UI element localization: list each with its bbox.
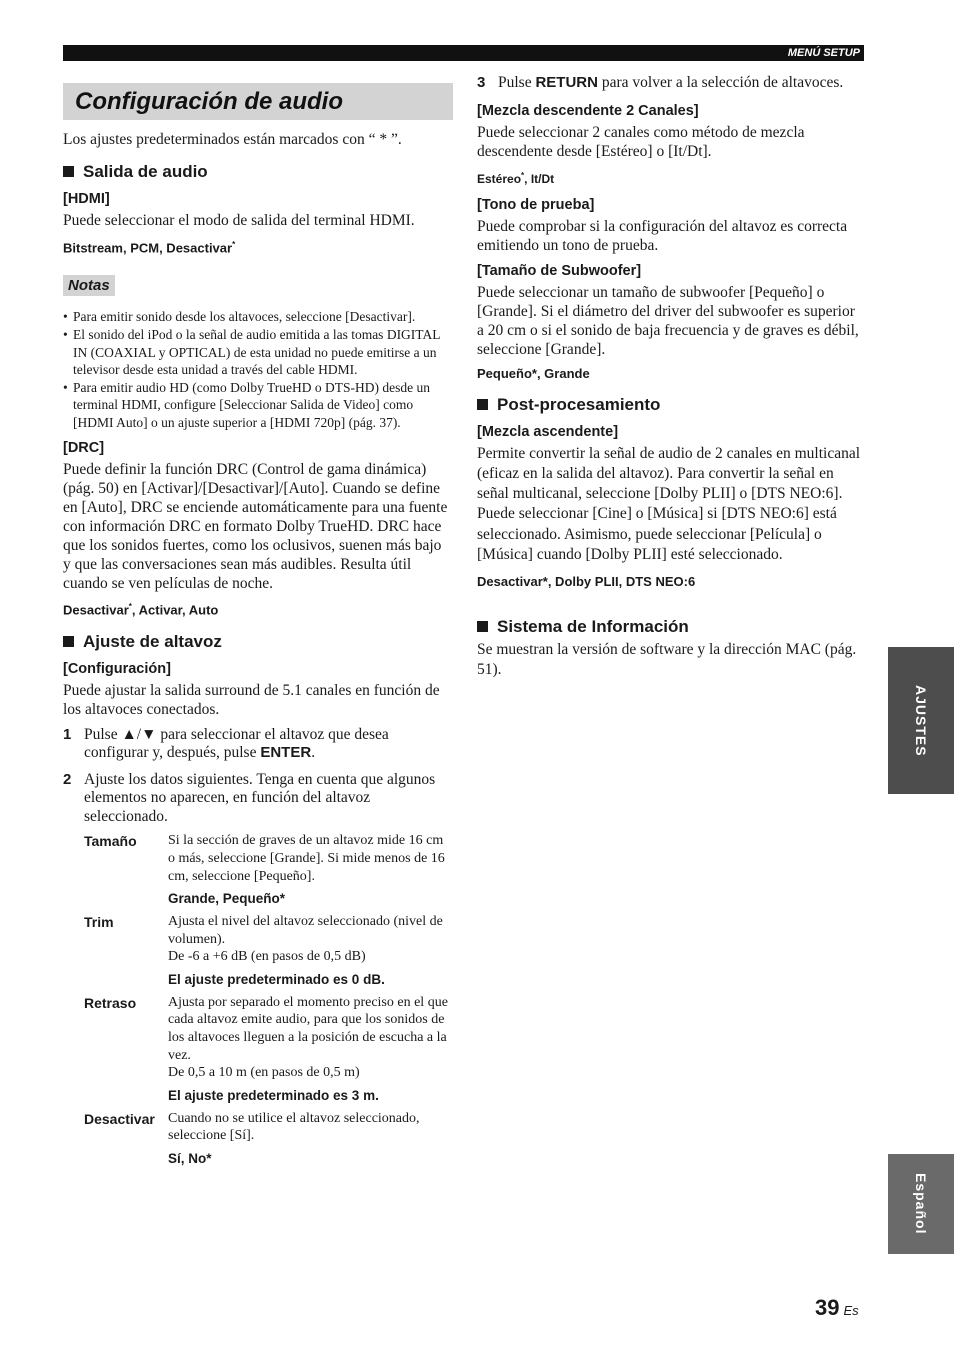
subwoofer-options: Pequeño*, Grande [477,365,590,381]
heading-post-procesamiento: Post-procesamiento [477,395,865,415]
mezcla-label: [Mezcla descendente 2 Canales] [477,102,699,119]
notes-heading: Notas [63,275,115,296]
param-desactivar: Desactivar Cuando no se utilice el altavoz seleccionado, seleccione [Sí]. Sí, No* [84,1110,420,1167]
notes-heading-wrap [63,275,453,296]
drc-text: Puede definir la función DRC (Control de gama dinámica) (pág. 50) en [Activar]/[Desactivar]/[Auto]. Cuando se define en [Auto], DRC se enciende automáticamente para una fuente con información DRC en formato Dolby TrueHD. DRC hace que los sonidos fuertes, como los oclusivos, suenen más bajo y que las conversaciones sean más audibles. Resulta útil cuando se ven películas de noche. [63,461,448,593]
square-bullet-icon [63,166,74,177]
hdmi-text: Puede seleccionar el modo de salida del terminal HDMI. [63,212,415,229]
ascendente-text: Permite convertir la señal de audio de 2 canales en multicanal (eficaz en la salida del altavoz). Para convertir la señal en señal multicanal, seleccione [Dolby PLII] o [DTS NEO:6]. Puede seleccionar [Cine] o [Música] si [DTS NEO:6] está seleccionado. Asimismo, puede seleccionar [Película] o [Música] cuando [Dolby PLII] esté seleccionado. [477,444,861,563]
heading-ajuste-altavoz: Ajuste de altavoz [63,632,453,652]
section-header-bar [63,45,864,61]
page-number: 39 Es [815,1295,859,1320]
square-bullet-icon [63,636,74,647]
intro-text: Los ajustes predeterminados están marcados con “ * ”. [63,131,402,148]
configuracion-label: [Configuración] [63,660,171,677]
param-retraso: Retraso Ajusta por separado el momento preciso en el que cada altavoz emite audio, para que los sonidos de los altavoces lleguen a la posición de escucha a la vez. De 0,5 a 10 m (en pasos de 0,5 m) El ajuste predeterminado es 3 m. [84,994,448,1103]
return-key-label: RETURN [535,74,598,91]
param-trim: Trim Ajusta el nivel del altavoz seleccionado (nivel de volumen). De -6 a +6 dB (en pasos de 0,5 dB) El ajuste predeterminado es 0 dB. [84,914,443,987]
hdmi-label: [HDMI] [63,191,110,207]
tono-label: [Tono de prueba] [477,196,595,213]
subwoofer-label: [Tamaño de Subwoofer] [477,262,642,279]
info-text: Se muestran la versión de software y la dirección MAC (pág. 51). [477,641,857,679]
tab-espanol: Español [888,1154,954,1254]
param-tamano: Tamaño Si la sección de graves de un altavoz mide 16 cm o más, seleccione [Grande]. Si mide menos de 16 cm, seleccione [Pequeño]. Grande, Pequeño* [84,833,445,907]
step-1: 1 Pulse ▲/▼ para seleccionar el altavoz que desea configurar y, después, pulse ENTER. [63,725,389,762]
heading-sistema-informacion: Sistema de Información [477,617,865,637]
step-3: 3 Pulse RETURN para volver a la selección de altavoces. [477,74,844,91]
drc-label: [DRC] [63,440,105,457]
ascendente-label: [Mezcla ascendente] [477,423,619,440]
heading-salida-audio: Salida de audio [63,162,453,182]
right-column [477,74,865,680]
square-bullet-icon [477,399,488,410]
section-label: MENÚ SETUP [787,47,860,59]
left-column [63,83,453,1167]
note-item: • El sonido del iPod o la señal de audio emitida a las tomas DIGITAL IN (COAXIAL y OPTICAL) de esta unidad no puede emitirse a un televisor desde esta unidad a través del cable HDMI. [63,326,453,379]
hdmi-options: Bitstream, PCM, Desactivar* [63,240,236,256]
drc-options: Desactivar*, Activar, Auto [63,602,219,618]
page-title: Configuración de audio [63,83,453,120]
tab-ajustes: AJUSTES [888,647,954,794]
note-item: • Para emitir audio HD (como Dolby TrueHD o DTS-HD) desde un terminal HDMI, configure [Seleccionar Salida de Video] como [HDMI Auto] o un ajuste superior a [HDMI 720p] (pág. 37). [63,379,453,432]
enter-key-label: ENTER [260,744,312,762]
speaker-params [84,832,453,1167]
square-bullet-icon [477,621,488,632]
note-item: • Para emitir sonido desde los altavoces, seleccione [Desactivar]. [63,308,453,326]
mezcla-options: Estéreo*, It/Dt [477,170,555,186]
subwoofer-text: Puede seleccionar un tamaño de subwoofer [Pequeño] o [Grande]. Si el diámetro del driver del subwoofer es superior a 20 cm o si el sonido de baja frecuencia y de graves es débil, seleccione [Grande]. [477,283,859,358]
notes-list [63,308,453,431]
ascendente-options: Desactivar*, Dolby PLII, DTS NEO:6 [477,574,696,590]
mezcla-text: Puede seleccionar 2 canales como método de mezcla descendente desde [Estéreo] o [It/Dt]. [477,123,805,160]
configuracion-text: Puede ajustar la salida surround de 5.1 canales en función de los altavoces conectados. [63,681,440,718]
step-2: 2 Ajuste los datos siguientes. Tenga en cuenta que algunos elementos no aparecen, en función del altavoz seleccionado. [63,770,436,825]
tono-text: Puede comprobar si la configuración del altavoz es correcta emitiendo un tono de prueba. [477,217,848,254]
